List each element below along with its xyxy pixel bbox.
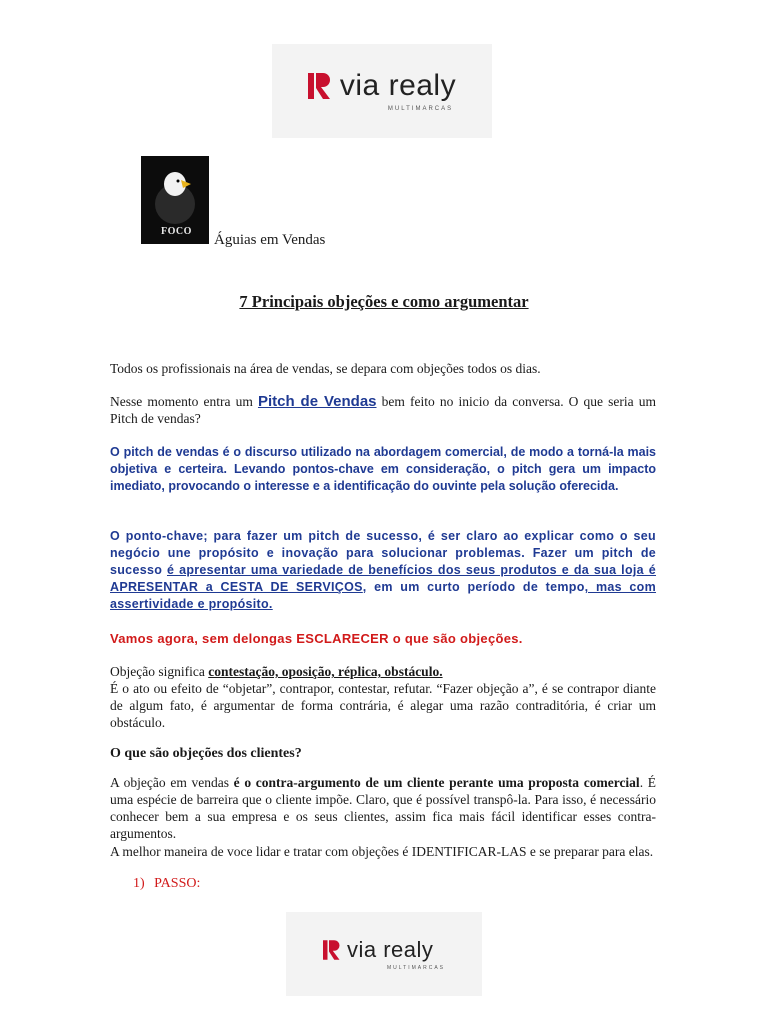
paragraph-intro: Todos os profissionais na área de vendas, se depara com objeções todos os dias. — [110, 361, 541, 376]
paragraph-objection-definition — [110, 774, 656, 842]
brand-r-icon — [323, 940, 341, 960]
footer-logo — [286, 912, 482, 996]
list-label: PASSO: — [154, 876, 201, 891]
para6-underlined: contestação, oposição, réplica, obstáculo. — [208, 664, 443, 679]
pitch-de-vendas-link[interactable]: Pitch de Vendas — [257, 393, 377, 410]
eagle-icon — [141, 156, 209, 226]
para2-after: bem feito no inicio da conversa. O que seria um Pitch de vendas? — [110, 394, 657, 426]
paragraph-best-way: A melhor maneira de voce lidar e tratar com objeções é IDENTIFICAR-LAS e se preparar para elas. — [110, 844, 654, 859]
para2-before: Nesse momento entra um — [110, 394, 253, 409]
list-item — [133, 876, 200, 892]
header-logo-subtitle: MULTIMARCAS — [387, 106, 454, 112]
para7-bold: é o contra-argumento de um cliente perante uma proposta comercial — [233, 775, 640, 790]
para6-rest: É o ato ou efeito de “objetar”, contrapor, contestar, refutar. “Fazer objeção a”, é se contrapor diante de algum fato, é argumentar de forma contrária, é alegar uma razão contraditória, é criar um obstáculo. — [110, 681, 656, 730]
paragraph-key-point — [110, 528, 656, 613]
para4-c: , em um curto período de tempo — [362, 580, 585, 594]
para4-d: , mas com assertividade e propósito. — [110, 580, 657, 611]
para7-after: . É uma espécie de barreira que o cliente impõe. Claro, que é possível transpô-la. Para isso, é necessário conhecer bem a sua empresa e os seus clientes, assim fica mais fácil identificar esses contra-argumentos. — [110, 775, 656, 841]
paragraph-objection-meaning — [110, 663, 656, 731]
page-title: 7 Principais objeções e como argumentar — [239, 292, 529, 311]
header-logo — [272, 44, 492, 138]
brand-r-icon — [308, 73, 332, 99]
footer-logo-subtitle: MULTIMARCAS — [386, 964, 446, 971]
section-label: Águias em Vendas — [214, 232, 326, 248]
heading-client-objections: O que são objeções dos clientes? — [110, 746, 302, 761]
para7-before: A objeção em vendas — [110, 775, 234, 790]
list-number: 1) — [133, 876, 145, 891]
photo-caption: FOCO — [161, 226, 192, 237]
eagle-photo — [141, 156, 209, 244]
para6-before: Objeção significa — [110, 664, 209, 679]
para4-a: O ponto-chave; para fazer um pitch de sucesso, é ser claro ao explicar como o seu negócio une propósito e inovação para solucionar problemas. Fazer um pitch de sucesso — [110, 529, 656, 577]
paragraph-pitch-definition: O pitch de vendas é o discurso utilizado na abordagem comercial, de modo a torná-la mais objetiva e certeira. Levando pontos-chave em consideração, o pitch gera um impacto imediato, provocando o interesse e a identificação do ouvinte pela solução oferecida. — [110, 445, 656, 493]
footer-logo-brand: via realy — [346, 936, 434, 962]
header-logo-brand: via realy — [339, 69, 457, 102]
para4-b: é apresentar uma variedade de benefícios dos seus produtos e da sua loja é APRESENTAR a CESTA DE SERVIÇOS — [110, 563, 657, 594]
paragraph-clarify: Vamos agora, sem delongas ESCLARECER o que são objeções. — [110, 631, 523, 646]
paragraph-pitch-question — [110, 393, 656, 427]
